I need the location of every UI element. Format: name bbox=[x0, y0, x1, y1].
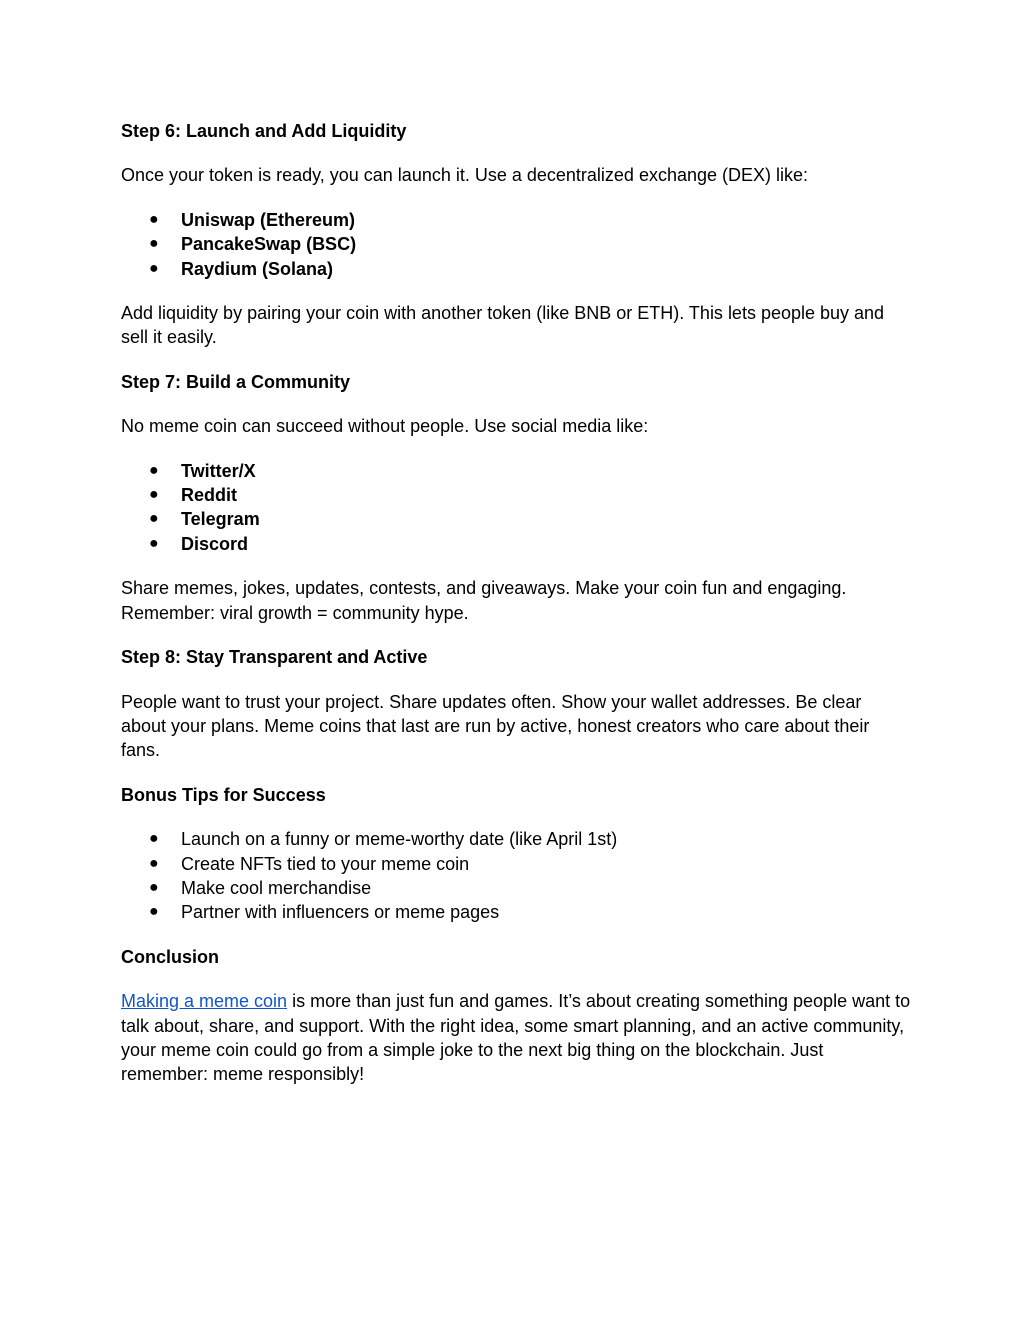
step7-intro: No meme coin can succeed without people. Use social media like: bbox=[121, 416, 649, 437]
bullet-icon: ● bbox=[149, 259, 159, 277]
conclusion-body bbox=[121, 989, 911, 1087]
social-list bbox=[121, 459, 911, 557]
list-item: ● Twitter/X bbox=[121, 459, 911, 483]
bonus-heading: Bonus Tips for Success bbox=[121, 784, 326, 805]
list-item: ● Create NFTs tied to your meme coin bbox=[121, 852, 911, 876]
bullet-icon: ● bbox=[149, 486, 159, 504]
step8-heading: Step 8: Stay Transparent and Active bbox=[121, 647, 428, 668]
step6-body: Add liquidity by pairing your coin with another token (like BNB or ETH). This lets people buy and sell it easily. bbox=[121, 303, 885, 348]
list-item: ● Reddit bbox=[121, 483, 911, 507]
list-item: ● Discord bbox=[121, 532, 911, 556]
step8-body: People want to trust your project. Share updates often. Show your wallet addresses. Be clear about your plans. Meme coins that last are run by active, honest creators who care about their fans. bbox=[121, 691, 870, 761]
bonus-tips-list bbox=[121, 827, 911, 925]
list-item: ● Raydium (Solana) bbox=[121, 257, 911, 281]
document-page bbox=[121, 119, 911, 1107]
dex-list bbox=[121, 208, 911, 281]
conclusion-heading: Conclusion bbox=[121, 946, 219, 967]
bullet-icon: ● bbox=[149, 534, 159, 552]
bullet-icon: ● bbox=[149, 461, 159, 479]
making-meme-coin-link[interactable]: Making a meme coin bbox=[121, 991, 288, 1012]
step6-heading: Step 6: Launch and Add Liquidity bbox=[121, 121, 407, 141]
list-item: ● Telegram bbox=[121, 507, 911, 531]
bullet-icon: ● bbox=[149, 210, 159, 228]
bullet-icon: ● bbox=[149, 510, 159, 528]
bullet-icon: ● bbox=[149, 903, 159, 921]
step7-heading: Step 7: Build a Community bbox=[121, 371, 351, 392]
list-item: ● PancakeSwap (BSC) bbox=[121, 232, 911, 256]
bullet-icon: ● bbox=[149, 235, 159, 253]
list-item: ● Partner with influencers or meme pages bbox=[121, 900, 911, 924]
list-item: ● Uniswap (Ethereum) bbox=[121, 208, 911, 232]
step7-body: Share memes, jokes, updates, contests, and giveaways. Make your coin fun and engaging. Remember: viral growth = community hype. bbox=[121, 578, 847, 623]
bullet-icon: ● bbox=[149, 878, 159, 896]
conclusion-text: is more than just fun and games. It’s about creating something people want to talk about, share, and support. With the right idea, some smart planning, and an active community, your meme coin could go from a simple joke to the next big thing on the blockchain. Just remember: meme responsibly! bbox=[121, 991, 911, 1085]
bullet-icon: ● bbox=[149, 854, 159, 872]
step6-intro: Once your token is ready, you can launch it. Use a decentralized exchange (DEX) like: bbox=[121, 165, 809, 186]
list-item: ● Make cool merchandise bbox=[121, 876, 911, 900]
list-item: ● Launch on a funny or meme-worthy date (like April 1st) bbox=[121, 827, 911, 851]
bullet-icon: ● bbox=[149, 830, 159, 848]
